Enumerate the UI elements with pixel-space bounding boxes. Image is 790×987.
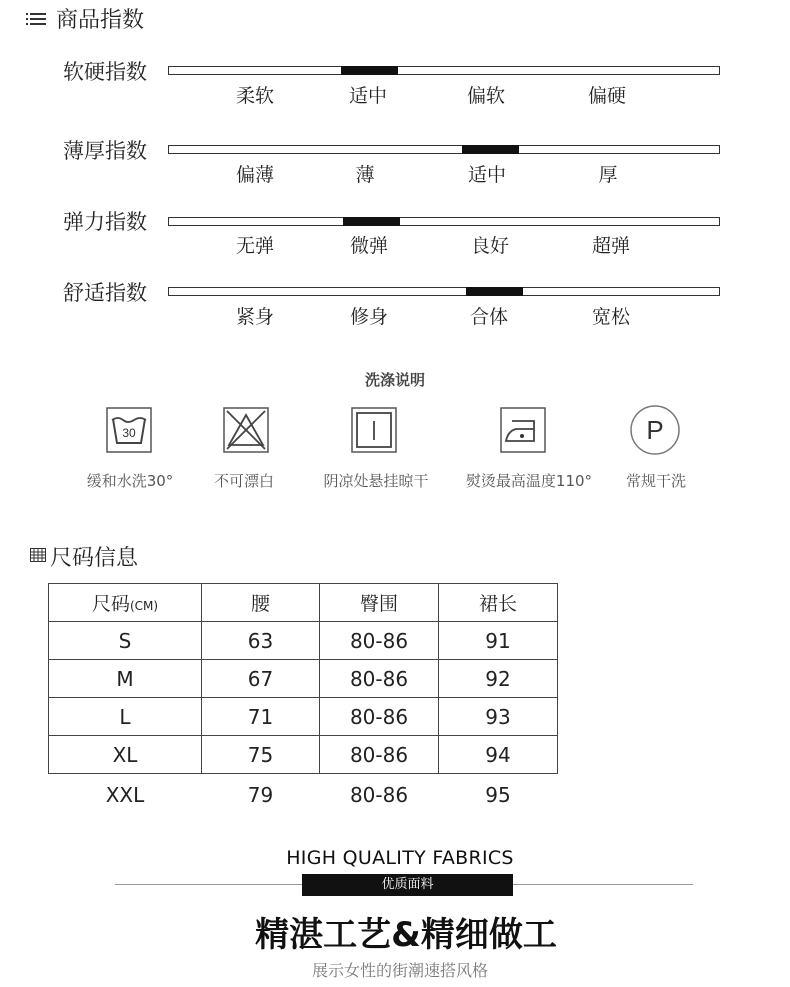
line-dry-shade-icon [351, 407, 397, 453]
wash-30-icon [106, 407, 152, 453]
index-bar-elasticity [168, 217, 720, 226]
index-option: 无弹 [235, 235, 274, 257]
index-marker [343, 217, 400, 226]
index-option: 适中 [467, 164, 506, 186]
index-option: 偏硬 [587, 85, 626, 107]
index-label-elasticity: 弹力指数 [63, 210, 147, 234]
cell-hip: 80-86 [349, 783, 409, 807]
cell-waist: 63 [202, 622, 320, 660]
dry-clean-letter: P [646, 415, 664, 445]
wash-temp: 30 [122, 426, 136, 440]
list-icon [30, 10, 46, 28]
table-row [49, 736, 558, 774]
table-row [49, 698, 558, 736]
index-option: 宽松 [591, 306, 630, 328]
cell-length: 95 [485, 783, 511, 807]
fabric-heading: HIGH QUALITY FABRICS [286, 847, 514, 869]
cell-size: XXL [105, 783, 145, 807]
wash-title: 洗涤说明 [364, 371, 425, 389]
craft-slogan: 精湛工艺&精细做工 [255, 915, 557, 955]
index-option: 合体 [469, 306, 508, 328]
index-label-comfort: 舒适指数 [63, 281, 147, 305]
wash-label: 熨烫最高温度110° [465, 472, 593, 490]
index-option: 偏薄 [235, 164, 274, 186]
header-hip: 臀围 [320, 584, 439, 622]
cell-size: L [49, 698, 202, 736]
iron-icon [500, 407, 546, 453]
header-length: 裙长 [439, 584, 558, 622]
cell-hip: 80-86 [320, 622, 439, 660]
table-row [49, 774, 558, 817]
wash-label: 阴凉处悬挂晾干 [323, 472, 429, 490]
cell-size: M [49, 660, 202, 698]
product-index-title: 商品指数 [56, 8, 145, 33]
cell-hip: 80-86 [320, 736, 439, 774]
index-option: 厚 [598, 164, 618, 186]
cell-hip: 80-86 [320, 698, 439, 736]
index-option: 紧身 [235, 306, 274, 328]
index-bar-thickness [168, 145, 720, 154]
index-bar-softness [168, 66, 720, 75]
calendar-grid-icon [30, 548, 46, 562]
index-option: 柔软 [235, 85, 274, 107]
cell-waist: 75 [202, 736, 320, 774]
size-info-title: 尺码信息 [50, 546, 139, 571]
index-label-softness: 软硬指数 [63, 60, 147, 84]
index-option: 薄 [355, 164, 375, 186]
header-waist: 腰 [202, 584, 320, 622]
wash-label: 不可漂白 [213, 472, 274, 490]
cell-length: 91 [439, 622, 558, 660]
index-label-thickness: 薄厚指数 [63, 139, 147, 163]
wash-label: 常规干洗 [625, 472, 686, 490]
index-option: 修身 [349, 306, 388, 328]
index-bar-comfort [168, 287, 720, 296]
table-header-row [49, 584, 558, 622]
no-bleach-icon [223, 407, 269, 453]
index-option: 良好 [470, 235, 509, 257]
cell-waist: 71 [202, 698, 320, 736]
table-row [49, 660, 558, 698]
index-option: 超弹 [591, 235, 630, 257]
table-row [49, 622, 558, 660]
size-table [48, 583, 558, 816]
cell-hip: 80-86 [320, 660, 439, 698]
cell-length: 94 [439, 736, 558, 774]
index-option: 微弹 [349, 235, 388, 257]
style-subtitle: 展示女性的街潮速搭风格 [311, 961, 488, 980]
cell-size: S [49, 622, 202, 660]
cell-waist: 79 [247, 783, 274, 807]
cell-size: XL [49, 736, 202, 774]
header-size: 尺码(CM) [49, 584, 202, 622]
index-marker [462, 145, 519, 154]
cell-length: 92 [439, 660, 558, 698]
dry-clean-p-icon [629, 404, 681, 456]
index-marker [341, 66, 398, 75]
index-option: 偏软 [466, 85, 505, 107]
cell-length: 93 [439, 698, 558, 736]
index-marker [466, 287, 523, 296]
wash-label: 缓和水洗30° [86, 472, 174, 490]
cell-waist: 67 [202, 660, 320, 698]
fabric-tag: 优质面料 [302, 874, 513, 896]
index-option: 适中 [348, 85, 387, 107]
